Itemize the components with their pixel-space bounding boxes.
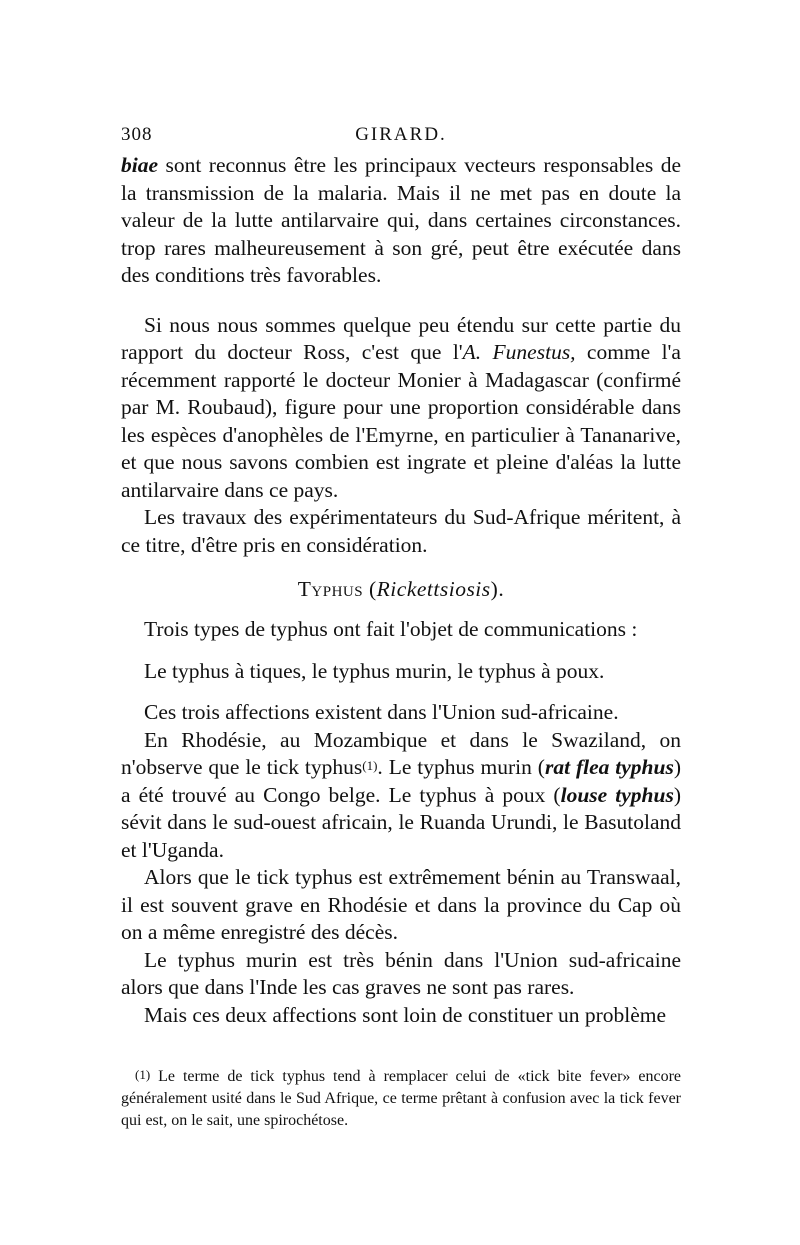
- paragraph-3: Les travaux des expérimentateurs du Sud-Afrique méritent, à ce titre, d'être pris en considération.: [121, 505, 681, 557]
- paragraph-text: Si nous nous sommes quelque peu étendu sur cette partie du rapport du docteur Ross, c'est que l': [121, 312, 681, 364]
- species-name: A. Funestus,: [462, 340, 576, 364]
- italic-term: biae: [121, 153, 159, 177]
- main-text: [121, 152, 681, 1029]
- paragraph-5: Le typhus à tiques, le typhus murin, le typhus à poux.: [144, 658, 605, 683]
- running-header: [121, 124, 681, 148]
- paragraph-9: Le typhus murin est très bénin dans l'Union sud-africaine alors que dans l'Inde les cas graves ne sont pas rares.: [121, 947, 681, 999]
- italic-term: rat flea typhus: [544, 755, 674, 779]
- heading-title: Typhus: [297, 577, 364, 601]
- footnote-text: Le terme de tick typhus tend à remplacer celui de «tick bite fever» encore généralement usité dans le Sud Afrique, ce terme prêtant à confusion avec la tick fever qui est, on le sait, une spirochétose.: [121, 1068, 681, 1129]
- section-heading: Typhus (Rickettsiosis).: [297, 577, 505, 601]
- footnote-section: [121, 1066, 681, 1132]
- paragraph-7: En Rhodésie, au Mozambique et dans le Swaziland, on n'observe que le tick typhus$^{(1)}$. Le typhus murin (rat flea typhus) a été trouvé au Congo belge. Le typhus à poux (louse typhus) sévit dans le sud-ouest africain, le Ruanda Urundi, le Basutoland et l'Uganda.: [121, 727, 681, 862]
- paragraph-1: [121, 152, 681, 290]
- paragraph-8: Alors que le tick typhus est extrêmement bénin au Transwaal, il est souvent grave en Rhodésie et dans la province du Cap où on a même enregistré des décès.: [121, 865, 681, 944]
- paragraph-4: Trois types de typhus ont fait l'objet de communications :: [144, 617, 638, 641]
- footnote-reference[interactable]: (1): [362, 758, 378, 773]
- paragraph-6: Ces trois affections existent dans l'Union sud-africaine.: [144, 700, 619, 724]
- paragraph-text: comme l'a récemment rapporté le docteur Monier à Madagascar (confirmé par M. Roubaud), figure pour une proportion considérable dans les espèces d'anophèles de l'Emyrne, en particulier à Tananarive, et que nous savons combien est ingrate et pleine d'aléas la lutte antilarvaire dans ce pays.: [121, 340, 681, 502]
- heading-latin: Rickettsiosis: [376, 577, 491, 601]
- footnote: [121, 1066, 681, 1132]
- running-title: GIRARD.: [355, 124, 447, 145]
- page-number: 308: [121, 124, 153, 145]
- italic-term: louse typhus: [560, 782, 674, 807]
- paragraph-text: sont reconnus être les principaux vecteurs responsables de la transmission de la malaria. Mais il ne met pas en doute la valeur de la lutte antilarvaire qui, dans certaines circonstances. trop rares malheureusement à son gré, peut être exécutée dans des conditions très favorables.: [121, 153, 681, 287]
- footnote-marker: (1): [135, 1067, 151, 1082]
- paragraph-10: Mais ces deux affections sont loin de constituer un problème: [144, 1002, 667, 1027]
- paragraph-2: [121, 312, 681, 505]
